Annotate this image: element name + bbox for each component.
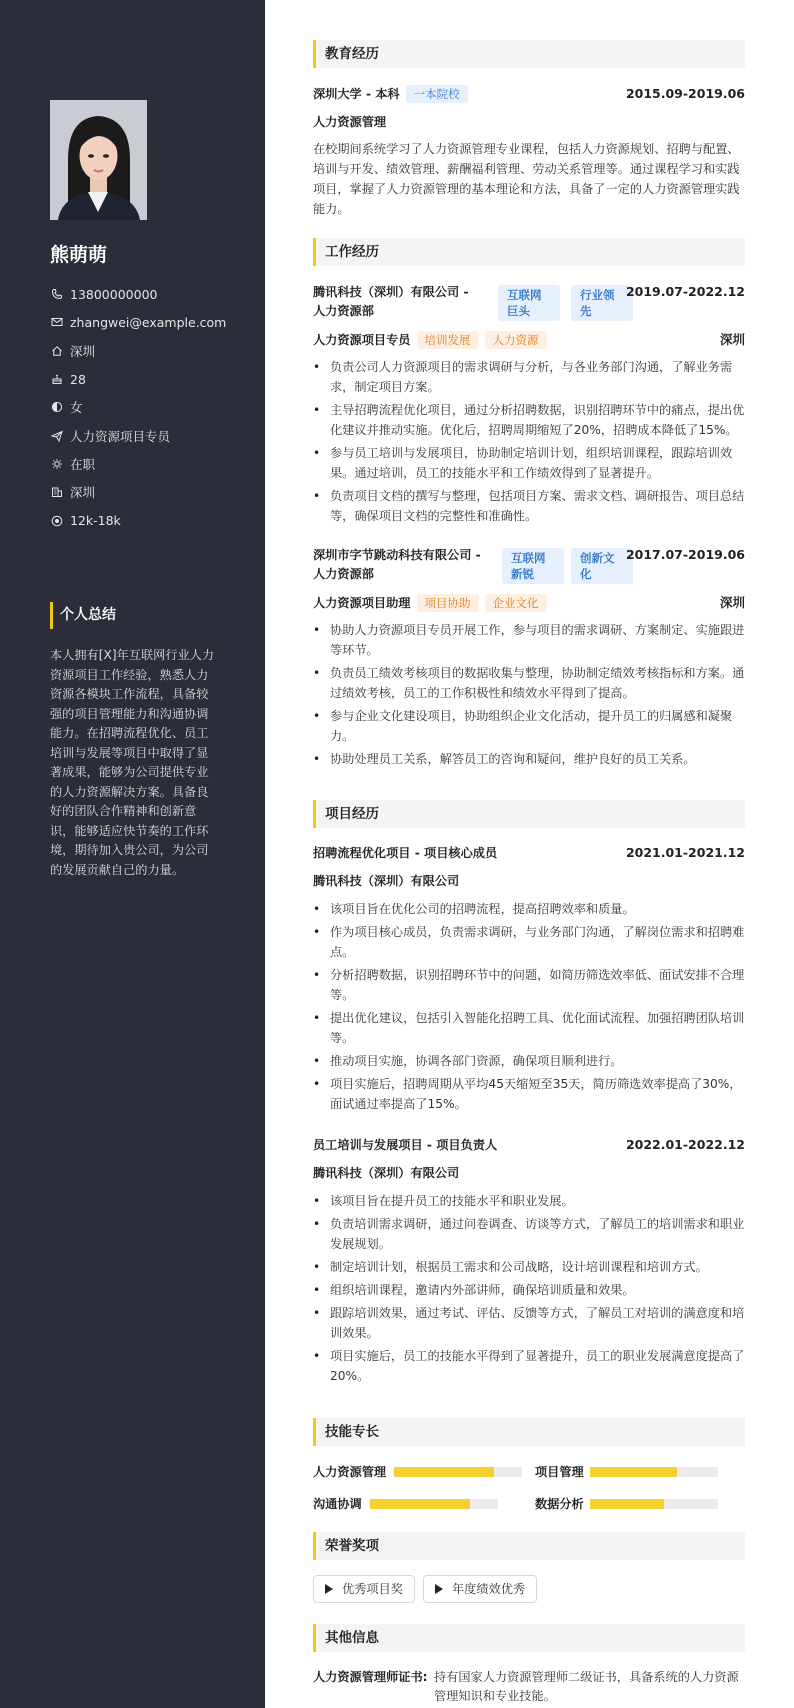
contact-text: 深圳: [70, 485, 96, 501]
list-item: • 负责项目文档的撰写与整理，包括项目方案、需求文档、调研报告、项目总结等，确保项目文档的完整性和准确性。: [313, 486, 745, 526]
skill-name: 数据分析: [535, 1497, 584, 1511]
gender-icon: [50, 401, 63, 414]
job-company: 腾讯科技（深圳）有限公司 - 人力资源部: [313, 285, 469, 318]
list-item: • 负责员工绩效考核项目的数据收集与整理，协助制定绩效考核指标和方案。通过绩效考核，员工的工作积极性和绩效水平得到了提高。: [313, 663, 745, 703]
project-date: 2021.01-2021.12: [625, 845, 745, 860]
list-item: • 跟踪培训效果，通过考试、评估、反馈等方式，了解员工对培训的满意度和培训效果。: [313, 1303, 745, 1343]
list-item: • 参与员工培训与发展项目，协助制定培训计划，组织培训课程，跟踪培训效果。通过培训，员工的技能水平和工作绩效得到了显著提升。: [313, 443, 745, 483]
job-city: 深圳: [719, 595, 745, 610]
award-label: 年度绩效优秀: [452, 1582, 526, 1596]
project-company: 腾讯科技（深圳）有限公司: [313, 1166, 460, 1180]
contact-list: [50, 280, 260, 535]
project-details: [313, 1191, 745, 1389]
list-item: • 作为项目核心成员，负责需求调研，与业务部门沟通，了解岗位需求和招聘难点。: [313, 922, 745, 962]
list-item: • 参与企业文化建设项目，协助组织企业文化活动，提升员工的归属感和凝聚力。: [313, 706, 745, 746]
contact-text: 人力资源项目专员: [70, 428, 171, 444]
other-label: 人力资源管理师证书:: [313, 1670, 428, 1684]
skill-bar-fill: [590, 1467, 677, 1477]
job-date: 2017.07-2019.06: [625, 547, 745, 562]
job-date: 2019.07-2022.12: [625, 284, 745, 299]
award-badge: [423, 1575, 537, 1603]
skill-bar: [370, 1499, 498, 1509]
list-item: • 主导招聘流程优化项目，通过分析招聘数据，识别招聘环节中的痛点，提出优化建议并推动实施。优化后，招聘周期缩短了20%，招聘成本降低了15%。: [313, 400, 745, 440]
contact-position: [50, 421, 260, 449]
list-item: • 提出优化建议，包括引入智能化招聘工具、优化面试流程、加强招聘团队培训等。: [313, 1008, 745, 1048]
contact-text: 12k-18k: [70, 513, 121, 529]
contact-text: 在职: [70, 456, 96, 472]
skill-bar: [394, 1467, 522, 1477]
role-tag: 项目协助: [417, 594, 479, 612]
contact-status: [50, 450, 260, 478]
phone-icon: [50, 288, 63, 301]
project-header: [313, 843, 745, 863]
summary-title: 个人总结: [50, 602, 116, 629]
list-item: • 负责公司人力资源项目的需求调研与分析，与各业务部门沟通，了解业务需求，制定项目方案。: [313, 357, 745, 397]
school-name: 深圳大学 - 本科: [313, 87, 400, 101]
project-company: 腾讯科技（深圳）有限公司: [313, 874, 460, 888]
cake-icon: [50, 373, 63, 386]
list-item: • 负责培训需求调研，通过问卷调查、访谈等方式，了解员工的培训需求和职业发展规划。: [313, 1214, 745, 1254]
list-item: • 该项目旨在提升员工的技能水平和职业发展。: [313, 1191, 745, 1211]
education-date: 2015.09-2019.06: [625, 86, 745, 101]
skill-name: 项目管理: [535, 1465, 584, 1479]
building-icon: [50, 486, 63, 499]
job-role: 人力资源项目专员: [313, 333, 411, 347]
mail-icon: [50, 316, 63, 329]
contact-salary: [50, 506, 260, 534]
education-major: 人力资源管理: [313, 115, 387, 129]
contact-text: 女: [70, 400, 83, 416]
project-details: [313, 899, 745, 1117]
contact-text: 13800000000: [70, 286, 158, 302]
home-icon: [50, 344, 63, 357]
skill-bar-fill: [370, 1499, 470, 1509]
job-duties: [313, 357, 745, 529]
play-icon: [325, 1584, 333, 1594]
skill-bar-fill: [394, 1467, 494, 1477]
list-item: • 项目实施后，招聘周期从平均45天缩短至35天，简历筛选效率提高了30%，面试通过率提高了15%。: [313, 1074, 745, 1114]
list-item: • 协助处理员工关系，解答员工的咨询和疑问，维护良好的员工关系。: [313, 749, 745, 769]
summary-text: 本人拥有[X]年互联网行业人力资源项目工作经验，熟悉人力资源各模块工作流程，具备较强的项目管理能力和沟通协调能力。在招聘流程优化、员工培训与发展等项目中取得了显著成果，能够为公司提供专业的人力资源解决方案。具备良好的团队合作精神和创新意识，能够适应快节奏的工作环境，期待加入贵公司，为公司的发展贡献自己的力量。: [50, 648, 215, 877]
contact-email: [50, 308, 260, 336]
contact-gender: [50, 393, 260, 421]
award-badge: [313, 1575, 415, 1603]
list-item: • 推动项目实施，协调各部门资源，确保项目顺利进行。: [313, 1051, 745, 1071]
school-tag: 一本院校: [406, 85, 468, 103]
job-role-row: [313, 593, 745, 613]
contact-city: [50, 478, 260, 506]
skill-bar-fill: [590, 1499, 664, 1509]
job-tag: 互联网巨头: [498, 285, 560, 321]
skill-name: 人力资源管理: [313, 1465, 387, 1479]
contact-phone: [50, 280, 260, 308]
job-role-row: [313, 330, 745, 350]
sidebar: [0, 0, 265, 1708]
skill-name: 沟通协调: [313, 1497, 362, 1511]
job-header: [313, 283, 745, 323]
contact-location: [50, 337, 260, 365]
play-icon: [435, 1584, 443, 1594]
list-item: • 项目实施后，员工的技能水平得到了显著提升，员工的职业发展满意度提高了20%。: [313, 1346, 745, 1386]
skill-bar: [590, 1499, 718, 1509]
candidate-name: 熊萌萌: [50, 244, 108, 266]
send-icon: [50, 429, 63, 442]
job-role: 人力资源项目助理: [313, 596, 411, 610]
project-date: 2022.01-2022.12: [625, 1137, 745, 1152]
project-name: 员工培训与发展项目 - 项目负责人: [313, 1138, 498, 1152]
skill-bar: [590, 1467, 718, 1477]
other-text: 持有国家人力资源管理师二级证书，具备系统的人力资源管理知识和专业技能。: [434, 1670, 739, 1703]
job-company: 深圳市字节跳动科技有限公司 - 人力资源部: [313, 548, 481, 581]
award-label: 优秀项目奖: [342, 1582, 403, 1596]
job-tag: 行业领先: [571, 285, 633, 321]
project-name: 招聘流程优化项目 - 项目核心成员: [313, 846, 498, 860]
role-tag: 企业文化: [485, 594, 547, 612]
section-title-other: 其他信息: [313, 1624, 745, 1652]
list-item: • 该项目旨在优化公司的招聘流程，提高招聘效率和质量。: [313, 899, 745, 919]
other-info-row: [313, 1668, 745, 1708]
contact-text: 深圳: [70, 343, 96, 359]
job-duties: [313, 620, 745, 772]
list-item: • 组织培训课程，邀请内外部讲师，确保培训质量和效果。: [313, 1280, 745, 1300]
salary-icon: [50, 514, 63, 527]
status-icon: [50, 457, 63, 470]
list-item: • 分析招聘数据，识别招聘环节中的问题，如简历筛选效率低、面试安排不合理等。: [313, 965, 745, 1005]
job-tag: 创新文化: [571, 548, 633, 584]
contact-text: zhangwei@example.com: [70, 314, 227, 330]
section-title-work: 工作经历: [313, 238, 745, 266]
education-header: [313, 84, 745, 104]
education-desc: 在校期间系统学习了人力资源管理专业课程，包括人力资源规划、招聘与配置、培训与开发、绩效管理、薪酬福利管理、劳动关系管理等。通过课程学习和实践项目，掌握了人力资源管理的基本理论和方法，具备了一定的人力资源管理实践能力。: [313, 142, 740, 216]
section-title-awards: 荣誉奖项: [313, 1532, 745, 1560]
role-tag: 人力资源: [485, 331, 547, 349]
section-title-projects: 项目经历: [313, 800, 745, 828]
contact-age: [50, 365, 260, 393]
contact-text: 28: [70, 371, 86, 387]
list-item: • 协助人力资源项目专员开展工作，参与项目的需求调研、方案制定、实施跟进等环节。: [313, 620, 745, 660]
section-title-skills: 技能专长: [313, 1418, 745, 1446]
job-tag: 互联网新锐: [502, 548, 564, 584]
list-item: • 制定培训计划，根据员工需求和公司战略，设计培训课程和培训方式。: [313, 1257, 745, 1277]
job-city: 深圳: [719, 332, 745, 347]
avatar: [50, 100, 147, 220]
job-header: [313, 546, 745, 586]
project-header: [313, 1135, 745, 1155]
section-title-education: 教育经历: [313, 40, 745, 68]
role-tag: 培训发展: [417, 331, 479, 349]
